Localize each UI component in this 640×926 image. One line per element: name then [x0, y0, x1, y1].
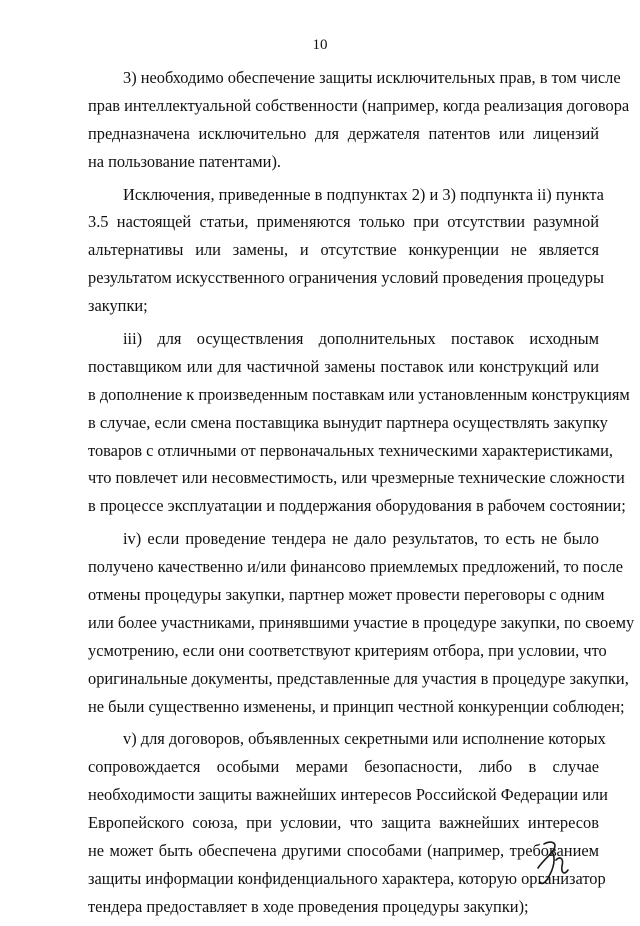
text-line: тендера предоставляет в ходе проведения процедуры закупки);: [88, 896, 529, 916]
text-line: v) для договоров, объявленных секретными или исполнение которых: [123, 729, 606, 749]
text-line: оригинальные документы, представленные для участия в процедуре закупки,: [88, 668, 629, 688]
text-line: iii) для осуществления дополнительных поставок исходным: [123, 329, 599, 349]
text-line: на пользование патентами).: [88, 151, 282, 171]
text-line: Европейского союза, при условии, что защита важнейших интересов: [88, 813, 599, 833]
text-line: закупки;: [88, 296, 148, 316]
text-line: 3) необходимо обеспечение защиты исключительных прав, в том числе: [123, 68, 621, 87]
text-line: сопровождается особыми мерами безопасности, либо в случае: [88, 757, 599, 777]
text-line: в дополнение к произведенным поставкам или установленным конструкциям: [88, 384, 630, 404]
paragraph-exclusive-rights: [88, 64, 630, 176]
text-line: отмены процедуры закупки, партнер может провести переговоры с одним: [88, 585, 605, 605]
text-line: Исключения, приведенные в подпунктах 2) и 3) подпункта ii) пункта: [123, 184, 604, 204]
paragraph-exceptions: [88, 181, 605, 320]
text-line: необходимости защиты важнейших интересов Российской Федерации или: [88, 785, 608, 805]
page-number: 10: [312, 37, 328, 53]
text-line: прав интеллектуальной собственности (например, когда реализация договора: [88, 95, 630, 115]
text-line: что повлечет или несовместимость, или чрезмерные технические сложности: [88, 468, 625, 488]
text-line: усмотрению, если они соответствуют критериям отбора, при условии, что: [88, 640, 607, 660]
paragraph-item-iii: [88, 325, 630, 520]
text-line: результатом искусственного ограничения условий проведения процедуры: [88, 268, 605, 288]
document-body: [88, 64, 635, 926]
text-line: не может быть обеспечена другими способами (например, требованием: [88, 841, 599, 861]
text-line: 3.5 настоящей статьи, применяются только при отсутствии разумной: [88, 212, 599, 232]
text-line: товаров с отличными от первоначальных техническими характеристиками,: [88, 440, 614, 460]
paragraph-item-v: [88, 725, 608, 920]
text-line: не были существенно изменены, и принцип честной конкуренции соблюден;: [88, 696, 625, 716]
text-line: iv) если проведение тендера не дало результатов, то есть не было: [123, 529, 599, 549]
text-line: в случае, если смена поставщика вынудит партнера осуществлять закупку: [88, 412, 608, 432]
text-line: или более участниками, принявшими участие в процедуре закупки, по своему: [88, 612, 635, 632]
text-line: предназначена исключительно для держателя патентов или лицензий: [88, 123, 599, 143]
text-line: в процессе эксплуатации и поддержания оборудования в рабочем состоянии;: [88, 496, 626, 516]
text-line: защиты информации конфиденциального характера, которую организатор: [88, 868, 606, 888]
handwritten-signature-icon: [530, 838, 574, 888]
text-line: поставщиком или для частичной замены поставок или конструкций или: [88, 356, 599, 376]
text-line: получено качественно и/или финансово приемлемых предложений, то после: [88, 557, 623, 577]
paragraph-item-iv: [88, 525, 635, 720]
text-line: альтернативы или замены, и отсутствие конкуренции не является: [88, 240, 599, 260]
